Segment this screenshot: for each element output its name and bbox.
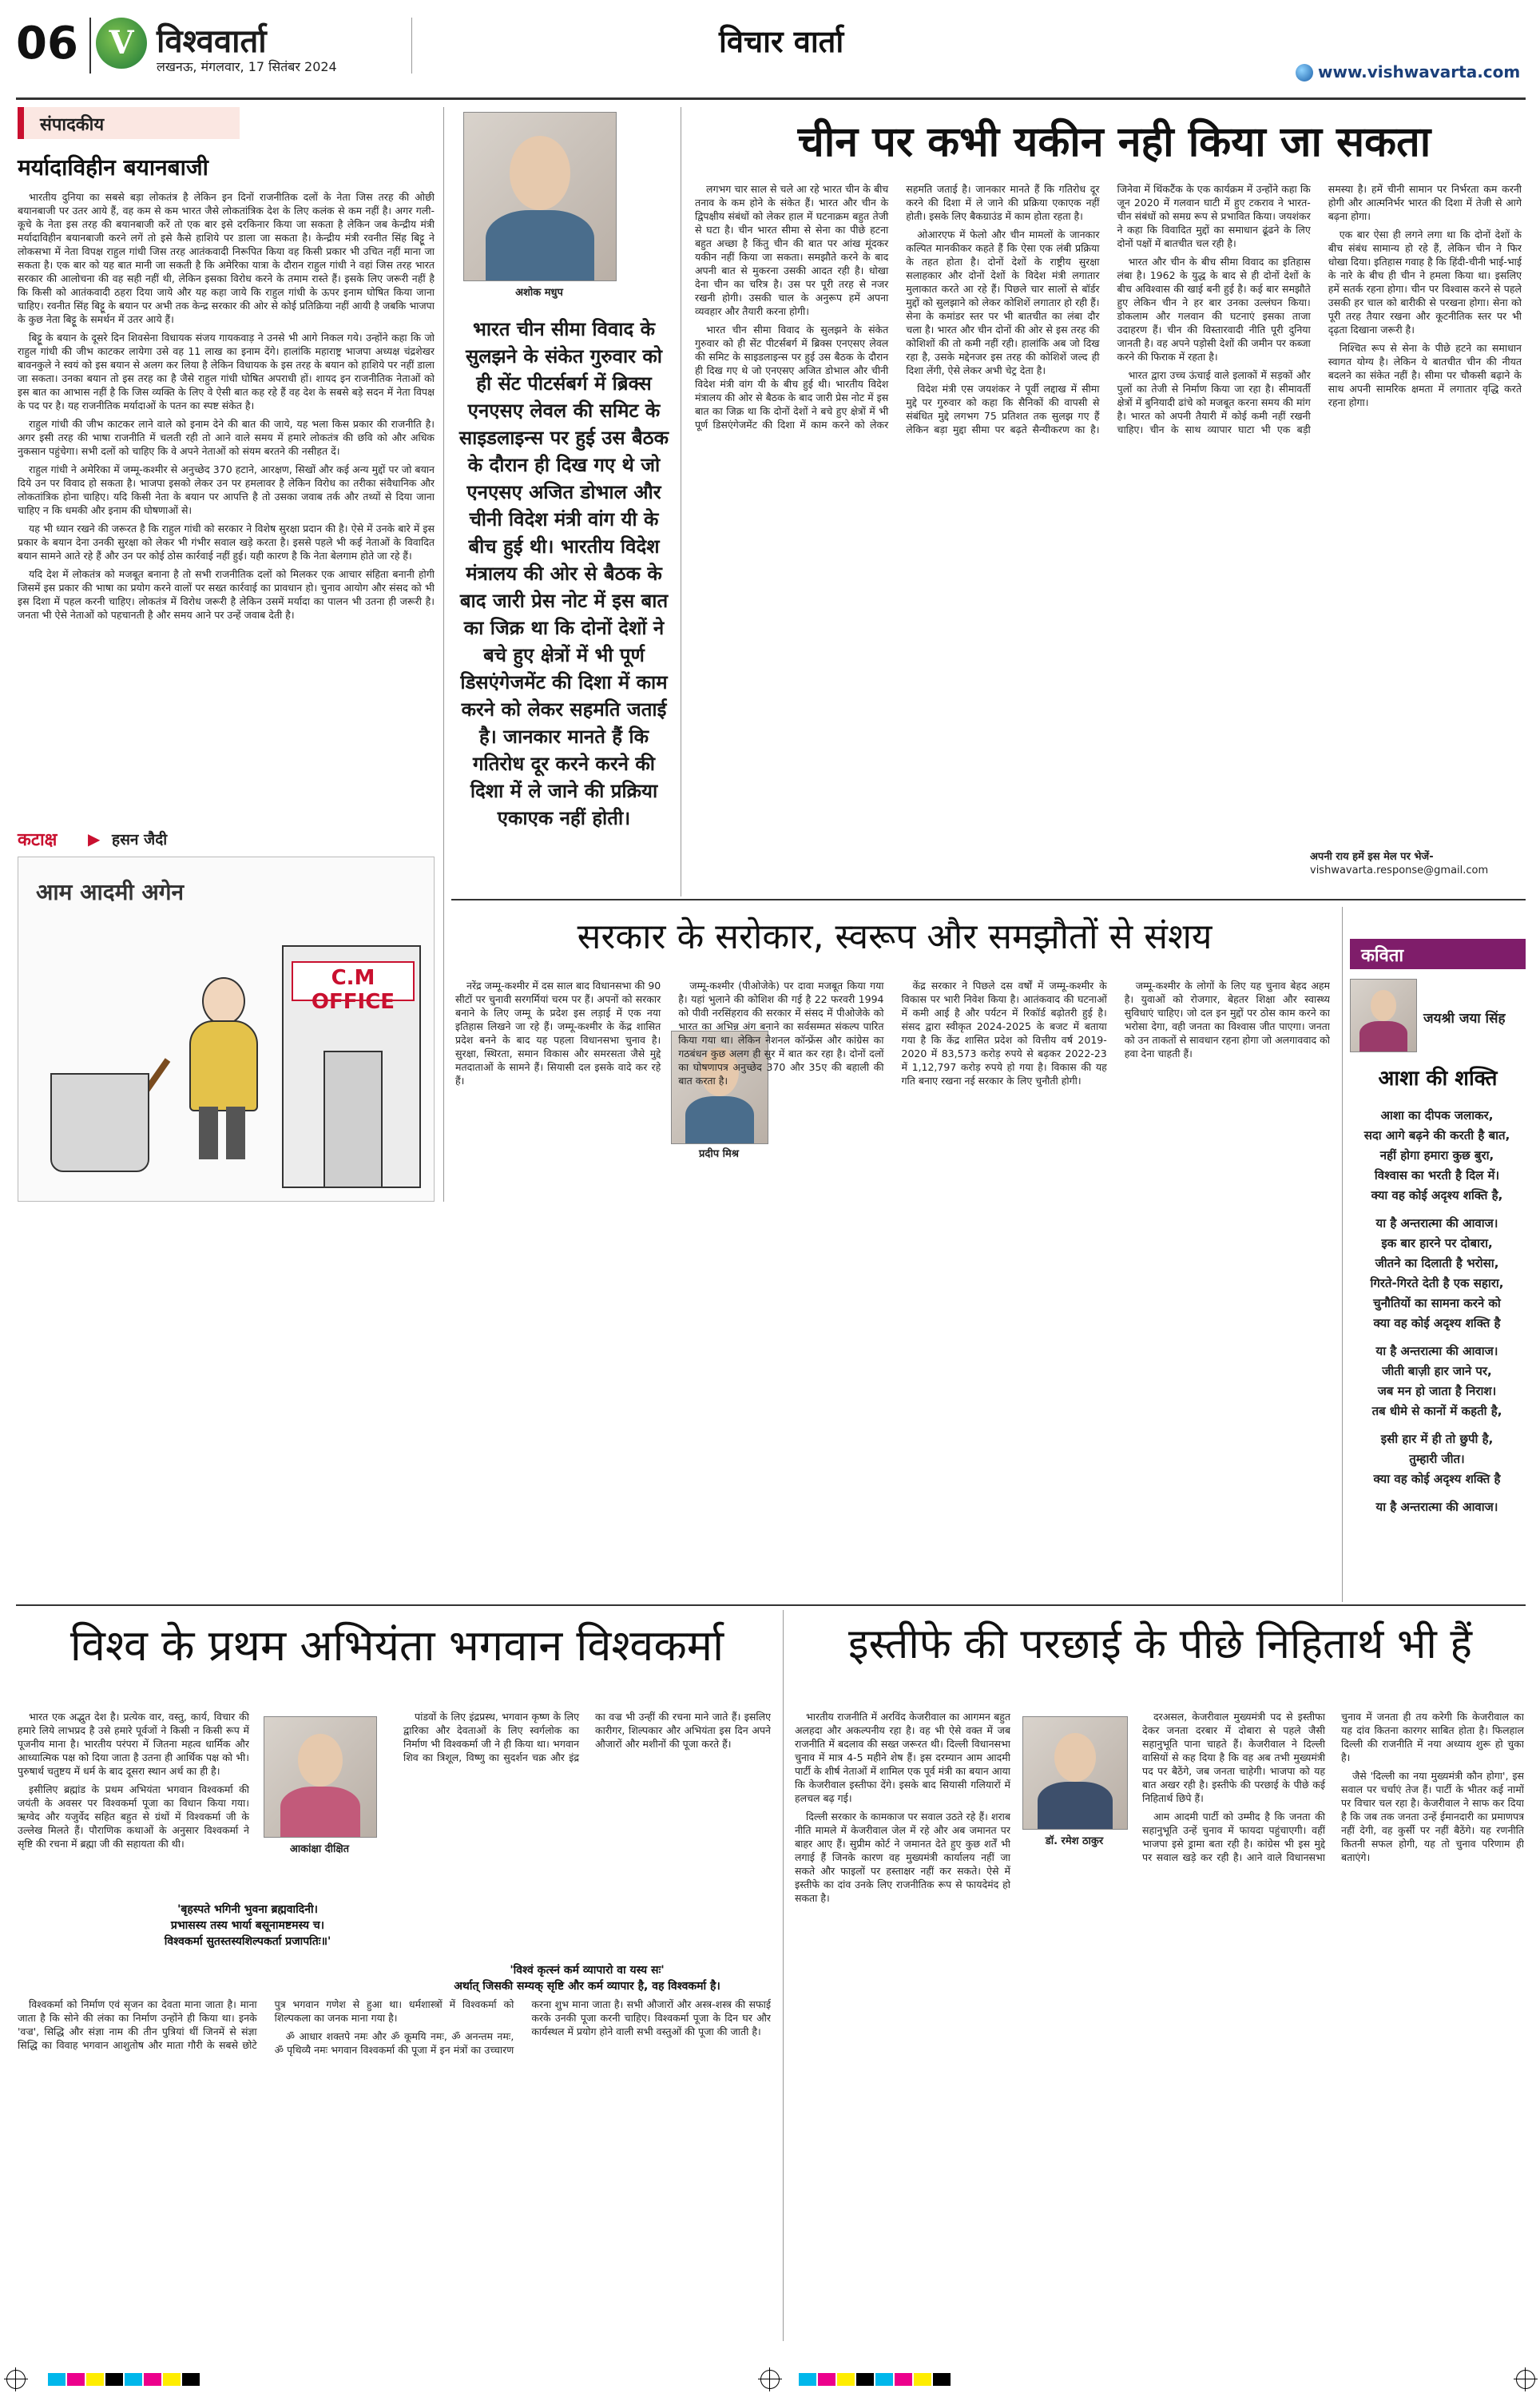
poem-line: या है अन्तरात्मा की आवाज। xyxy=(1375,1500,1498,1514)
editorial-title: मर्यादाविहीन बयानबाजी xyxy=(18,154,208,181)
cartoon-panel xyxy=(18,857,435,1202)
author-photo xyxy=(463,112,617,281)
sarokar-headline: सरकार के सरोकार, स्वरूप और समझौतों से संशय xyxy=(577,916,1213,957)
poem-line: सदा आगे बढ़ने की करती है बात, xyxy=(1363,1128,1510,1143)
cartoon-figure xyxy=(178,977,266,1161)
poet-name: जयश्री जया सिंह xyxy=(1423,1011,1506,1027)
poem-line xyxy=(1348,1489,1526,1497)
poem-line: चुनौतियों का सामना करने को xyxy=(1373,1296,1501,1310)
resignation-body-right: दरअसल, केजरीवाल मुख्यमंत्री पद से इस्तीफा देकर जनता दरबार में दोबारा से पहले जैसी सहानुभूति पाना चाहते हैं। केजरीवाल ने दिल्ली वासियों से कह दिया है कि वह अब तभी मुख्यमंत्री पद पर बैठेंगे, जब जनता चाहेगी। भाजपा को यह बात अखर रही है। इस्तीफे की परछाई के पीछे कई निहितार्थ छिपे हैं। आम आदमी पार्टी को उम्मीद है कि जनता की सहानुभूति उन्हें चुनाव में फायदा पहुंचाएगी। वहीं भाजपा इसे ड्रामा बता रही है। कांग्रेस भी इस मुद्दे पर सवाल खड़े कर रही है। आने वाले विधानसभा चुनाव में जनता ही तय करेगी कि केजरीवाल का यह दांव कितना कारगर साबित होता है। फिलहाल दिल्ली की राजनीति में नया अध्याय शुरू हो चुका है। जैसे 'दिल्ली का नया मुख्यमंत्री कौन होगा', इस सवाल पर चर्चाएं तेज हैं। पार्टी के भीतर कई नामों पर विचार चल रहा है। केजरीवाल ने साफ कर दिया है कि जब तक जनता उन्हें ईमानदारी का प्रमाणपत्र नहीं देगी, वह कुर्सी पर नहीं बैठेंगे। यह रणनीति कितनी सफल होगी, यह तो चुनाव परिणाम ही बताएंगे। xyxy=(1142,1711,1524,1863)
column-divider xyxy=(443,107,444,1202)
contact-email[interactable]: vishwavarta.response@gmail.com xyxy=(1310,865,1489,877)
poem-label: कविता xyxy=(1350,939,1526,969)
arrow-icon: ▶ xyxy=(88,829,101,849)
author-name: आकांक्षा दीक्षित xyxy=(289,1843,350,1855)
pull-quote: भारत चीन सीमा विवाद के सुलझने के संकेत गुरुवार को ही सेंट पीटर्सबर्ग में ब्रिक्स एनएसए लेवल की समिट के साइडलाइन्स पर हुई उस बैठक के दौरान ही दिख गए थे जो एनएसए अजित डोभाल और चीनी विदेश मंत्री वांग यी के बीच हुई थी। भारतीय विदेश मंत्रालय की ओर से बैठक के बाद जारी प्रेस नोट में इस बात का जिक्र था कि दोनों देशों ने बचे हुए क्षेत्रों में भी पूर्ण डिसएंगेजमेंट की दिशा में काम करने को लेकर सहमति जताई है। जानकार मानते हैं कि गतिरोध दूर करने करने की दिशा में ले जाने की प्रक्रिया एकाएक नहीं होती। xyxy=(458,318,669,829)
cartoon-caption: आम आदमी अगेन xyxy=(36,879,185,905)
page-number: 06 xyxy=(16,18,78,70)
website-url[interactable]: www.vishwavarta.com xyxy=(1318,62,1521,81)
resignation-body-left: भारतीय राजनीति में अरविंद केजरीवाल का आगमन बहुत अलहदा और अकल्पनीय रहा है। वह भी ऐसे वक्त में जब राजनीति में बदलाव की सख्त जरूरत थी। दिल्ली विधानसभा चुनाव में मात्र 4-5 महीने शेष हैं। इस दरम्यान आम आदमी पार्टी के शीर्ष नेताओं में शामिल एक पूर्व मंत्री का बयान आया कि केजरीवाल इस्तीफा देंगे। इसके बाद सियासी गलियारों में हलचल बढ़ गई। दिल्ली सरकार के कामकाज पर सवाल उठते रहे हैं। शराब नीति मामले में केजरीवाल जेल में रहे और अब जमानत पर बाहर आए हैं। सुप्रीम कोर्ट ने जमानत देते हुए कुछ शर्तें भी लगाई हैं जिनके कारण वह मुख्यमंत्री कार्यालय नहीं जा सकते और फाइलों पर हस्ताक्षर नहीं कर सकते। ऐसे में इस्तीफे का दांव उनके लिए राजनीतिक रूप से फायदेमंद हो सकता है। xyxy=(795,1711,1010,1904)
section-title: विचार वार्ता xyxy=(719,24,844,59)
china-body: लगभग चार साल से चले आ रहे भारत चीन के बीच तनाव के कम होने के संकेत हैं। भारत और चीन के द्विपक्षीय संबंधों को लेकर हाल में घटनाक्रम बहुत तेजी से घटा है। चीन भारत सीमा से सेना का पीछे हटना बहुत अच्छा है किंतु चीन की बात पर आंख मूंदकर यकीन नहीं किया जा सकता। समझौते करने के बाद अपनी बात से मुकरना उसकी आदत रही है। धोखा देना चीन का चरित्र है। उस पर पूरी तरह से नजर रखनी होगी। उसकी चाल के अनुरूप हमें अपना व्यवहार और तैयारी करना होगी। भारत चीन सीमा विवाद के सुलझने के संकेत गुरुवार को ही सेंट पीटर्सबर्ग में ब्रिक्स एनएसए लेवल की समिट के साइडलाइन्स पर हुई उस बैठक के दौरान ही दिख गए थे जो एनएसए अजित डोभाल और चीनी विदेश मंत्री वांग यी के बीच हुई थी। भारतीय विदेश मंत्रालय की ओर से बैठक के बाद जारी प्रेस नोट में इस बात का जिक्र था कि दोनों देशों ने बचे हुए क्षेत्रों में भी पूर्ण डिसएंगेजमेंट की दिशा में काम करने को लेकर सहमति जताई है। जानकार मानते हैं कि गतिरोध दूर करने की दिशा में ले जाने की प्रक्रिया एकाएक नहीं होती। इसके लिए बैकग्राउंड में काम होता रहता है। ओआरएफ में फेलो और चीन मामलों के जानकार कल्पित मानकीकर कहते हैं कि ऐसा एक लंबी प्रक्रिया के तहत होता है। दोनों देशों के राष्ट्रीय सुरक्षा सलाहकार और दोनों देशों के विदेश मंत्री लगातार मुलाकात करते आ रहे हैं। पिछले चार सालों से बॉर्डर मुद्दों को सुलझाने को लेकर कोशिशें लगातार हो रही हैं। सेना के कमांडर स्तर पर भी बातचीत का लंबा दौर चला है। भारत और चीन दोनों की ओर से इस तरह की कोशिशों की तो कमी नहीं रही। हालांकि अब जो दिख रहा है, उसके मद्देनजर इस तरह की कोशिशें जल्द ही दिशा लेंगी, ऐसे लेकर अभी चेट्र देता है। विदेश मंत्री एस जयशंकर ने पूर्वी लद्दाख में सीमा मुद्दे पर गुरुवार को कहा कि सैनिकों की वापसी से संबंधित मुद्दे लगभग 75 प्रतिशत तक सुलझ गए हैं लेकिन बड़ा मुद्दा सीमा पर बढ़ते सैन्यीकरण का है। जिनेवा में थिंकटैंक के एक कार्यक्रम में उन्होंने कहा कि जून 2020 में गलवान घाटी में हुए टकराव ने भारत-चीन संबंधों को समग्र रूप से प्रभावित किया। जयशंकर ने कहा कि विवादित मुद्दों का समाधान ढूंढने के लिए दोनों पक्षों में बातचीत चल रही है। भारत और चीन के बीच सीमा विवाद का इतिहास लंबा है। 1962 के युद्ध के बाद से ही दोनों देशों के बीच अविश्वास की खाई बनी हुई है। कई बार समझौते हुए लेकिन चीन ने हर बार उनका उल्लंघन किया। डोकलाम और गलवान की घटनाएं इसका ताजा उदाहरण हैं। चीन की विस्तारवादी नीति पूरी दुनिया जानती है। वह अपने पड़ोसी देशों की जमीन पर कब्जा करने की फिराक में रहता है। भारत द्वारा उच्च ऊंचाई वाले इलाकों में सड़कों और पुलों का तेजी से निर्माण किया जा रहा है। सीमावर्ती क्षेत्रों में बुनियादी ढांचे को मजबूत करना समय की मांग है। भारत को अपनी तैयारी में कोई कमी नहीं रखनी चाहिए। चीन के साथ व्यापार घाटा भी एक बड़ी समस्या है। हमें चीनी सामान पर निर्भरता कम करनी होगी और आत्मनिर्भर भारत की दिशा में तेजी से आगे बढ़ना होगा। एक बार ऐसा ही लगने लगा था कि दोनों देशों के बीच संबंध सामान्य हो रहे हैं, लेकिन चीन ने फिर धोखा दिया। इतिहास गवाह है कि हिंदी-चीनी भाई-भाई के नारे के बीच ही चीन ने हमला किया था। इसलिए हमें सतर्क रहना होगा। चीन पर विश्वास करने से पहले उसकी हर चाल को बारीकी से परखना होगा। सेना को पूरी तरह तैयार रखना और कूटनीतिक स्तर पर भी दृढ़ता दिखाना जरूरी है। निश्चित रूप से सेना के पीछे हटने का समाधान स्वागत योग्य है। लेकिन ये बातचीत चीन की नीयत बदलने का संकेत नहीं है। सीमा पर चौकसी बढ़ाने के साथ अपनी सामरिक क्षमता में लगातार वृद्धि करते रहना होगा। xyxy=(695,183,1522,435)
poem-line xyxy=(1348,1206,1526,1214)
divider-line xyxy=(89,18,91,74)
poet-photo xyxy=(1350,979,1417,1052)
author-name: अशोक मधुप xyxy=(515,287,563,299)
poem-line: इसी हार में ही तो छुपी है, xyxy=(1380,1432,1494,1446)
poem-line: क्या वह कोई अदृश्य शक्ति है xyxy=(1373,1472,1501,1486)
office-building xyxy=(282,945,421,1188)
poem-title: आशा की शक्ति xyxy=(1378,1067,1498,1091)
poem-line xyxy=(1348,1334,1526,1342)
poem-line: विश्वास का भरती है दिल में। xyxy=(1374,1168,1500,1183)
section-rule xyxy=(16,1604,1526,1606)
poem-line: आशा का दीपक जलाकर, xyxy=(1380,1108,1494,1123)
poem-line: या है अन्तरात्मा की आवाज। xyxy=(1375,1344,1498,1358)
poem-line: गिरते-गिरते देती है एक सहारा, xyxy=(1370,1276,1504,1290)
poem-line: इक बार हारने पर दोबारा, xyxy=(1381,1236,1493,1250)
shloka: 'बृहस्पते भगिनी भुवना ब्रह्मवादिनी। प्रभासस्य तस्य भार्या बसूनामष्टमस्य च। विश्वकर्मा सुतस्तस्यशिल्पकर्ता प्रजापतिः॥' xyxy=(164,1903,331,1948)
brand-name: विश्ववार्ता xyxy=(157,23,267,60)
contact-note: अपनी राय हमें इस मेल पर भेजें- xyxy=(1310,851,1434,863)
poem-line: जीती बाज़ी हार जाने पर, xyxy=(1382,1364,1492,1378)
dustbin xyxy=(50,1073,149,1172)
column-divider xyxy=(1342,907,1343,1602)
cartoon-label: कटाक्ष ▶ हसन जैदी xyxy=(18,829,168,850)
china-headline: चीन पर कभी यकीन नही किया जा सकता xyxy=(797,118,1431,166)
vishwakarma-headline: विश्व के प्रथम अभियंता भगवान विश्वकर्मा xyxy=(69,1620,724,1671)
divider-line xyxy=(411,18,412,74)
section-rule xyxy=(451,899,1526,900)
editorial-label: संपादकीय xyxy=(18,107,240,139)
color-bar xyxy=(48,2373,201,2389)
brand-logo-icon: V xyxy=(96,18,147,69)
header-rule xyxy=(16,97,1526,100)
resignation-body-mid xyxy=(1021,1862,1133,2341)
vishwakarma-body-left: भारत एक अद्भुत देश है। प्रत्येक वार, वस्तु, कार्य, विचार की हमारे लिये लाभप्रद है उसे हमारे पूर्वजों ने किसी न किसी रूप में पूजनीय माना है। भारतीय परंपरा में जितना महत्व धार्मिक और आध्यात्मिक पक्ष को दिया जाता है उतना ही आर्थिक पक्ष को भी। पुरुषार्थ चतुष्टय में धर्म के बाद दूसरा स्थान अर्थ का ही है। इसीलिए ब्रह्मांड के प्रथम अभियंता भगवान विश्वकर्मा की जयंती के अवसर पर विश्वकर्मा पूजा का विधान किया गया। ऋग्वेद और यजुर्वेद सहित बहुत से ग्रंथों में विश्वकर्मा जी के उल्लेख मिलते हैं। पौराणिक कथाओं के अनुसार विश्वकर्मा ने सृष्टि की रचना में ब्रह्मा जी की सहायता की थी। xyxy=(18,1711,249,1850)
poem-line: क्या वह कोई अदृश्य शक्ति है xyxy=(1373,1316,1501,1330)
poem-line: तब धीमे से कानों में कहती है, xyxy=(1371,1404,1502,1418)
poem-line: क्या वह कोई अदृश्य शक्ति है, xyxy=(1371,1188,1503,1202)
editorial-body: भारतीय दुनिया का सबसे बड़ा लोकतंत्र है लेकिन इन दिनों राजनीतिक दलों के नेता जिस तरह की ओछी बयानबाजी पर उतर आये हैं, वह कम से कम भारत जैसे लोकतांत्रिक देश के लिए कलंक से कम नहीं है। अगर गली-कूचे के नेता इस तरह की बयानबाजी करें तो एक बार इसे दरकिनार किया जा सकता है लेकिन जब केन्द्रीय मंत्री मर्यादाविहीन बयानबाजी करने लगें तो इसे कैसे हाशिये पर डाला जा सकता है। केन्द्रीय मंत्री रवनीत सिंह बिट्टू ने लोकसभा में नेता विपक्ष राहुल गांधी जिस तरह आतंकवादी निरूपित किया वह किसी प्रकार भी उचित नहीं माना जा सकता है। एक बार को यह बात मानी जा सकती है कि अमेरिका यात्रा के दौरान राहुल गांधी ने वहां जिस तरह भारत सरकार की आलोचना की वह सही नहीं थी, लेकिन इसका विरोध करने के तमाम रास्ते हैं। इसके लिए जरूरी नहीं है कि किसी को आतंकवादी ठहरा दिया जाये और यह कहा जाये कि राहुल गांधी के ऊपर इनाम घोषित किया जाना चाहिए। रवनीत सिंह बिट्टू के बयान पर अभी तक केन्द्र सरकार की ओर से कोई प्रतिक्रिया नहीं आयी है जबकि भाजपा के कुछ नेता बिट्टू के समर्थन में उतर आये हैं। बिट्टू के बयान के दूसरे दिन शिवसेना विधायक संजय गायकवाड़ ने उनसे भी आगे निकल गये। उन्होंने कहा कि जो राहुल गांधी की जीभ काटकर लायेगा उसे वह 11 लाख का इनाम देंगे। हालांकि महाराष्ट्र भाजपा अध्यक्ष चंद्रशेखर बावनकुले ने स्वयं को इस बयान से अलग कर लिया है लेकिन विधायक के इस तरह के बयान को हाशिये पर नहीं डाला जा सकता। उनका बयान तो इस तरह का है जैसे राहुल गांधी घोषित अपराधी हों। शायद इन राजनीतिक नेताओं को इस बात का आभास नहीं है कि जिस व्यक्ति के लिए वे ऐसी बात कह रहे हैं वह देश के सबसे बड़े सदन में नेता विपक्ष के पद पर है। यह राजनीतिक मर्यादाओं के पतन का स्पष्ट संकेत है। राहुल गांधी की जीभ काटकर लाने वाले को इनाम देने की बात की जाये, यह भला किस प्रकार की राजनीति है। अगर इसी तरह की भाषा राजनीति में चलती रही तो आने वाले समय में हमारे लोकतंत्र की छवि को और अधिक नुकसान पहुंचेगा। सभी दलों को चाहिए कि वे अपने नेताओं को संयम बरतने की नसीहत दें। राहुल गांधी ने अमेरिका में जम्मू-कश्मीर से अनुच्छेद 370 हटाने, आरक्षण, सिखों और कई अन्य मुद्दों पर जो बयान दिये उन पर विवाद हो सकता है। भाजपा इसको लेकर उन पर हमलावर है लेकिन विरोध का तरीका संवैधानिक और लोकतांत्रिक होना चाहिए। यदि किसी नेता के बयान पर आपत्ति है तो उसका जवाब तर्क और तथ्यों से दिया जाना चाहिए न कि धमकी और इनाम की घोषणाओं से। यह भी ध्यान रखने की जरूरत है कि राहुल गांधी को सरकार ने विशेष सुरक्षा प्रदान की है। ऐसे में उनके बारे में इस प्रकार के बयान देना उनकी सुरक्षा को लेकर भी गंभीर सवाल खड़े करता है। इससे पहले भी कई नेताओं के विवादित बयान सामने आते रहे हैं और उन पर कोई ठोस कार्रवाई नहीं हुई। यही कारण है कि नेता बेलगाम होते जा रहे हैं। यदि देश में लोकतंत्र को मजबूत बनाना है तो सभी राजनीतिक दलों को मिलकर एक आचार संहिता बनानी होगी जिसमें इस प्रकार की भाषा का प्रयोग करने वालों पर सख्त कार्रवाई का प्रावधान हो। चुनाव आयोग और संसद को भी इस दिशा में पहल करनी चाहिए। लोकतंत्र में विरोध जरूरी है लेकिन उसमें मर्यादा का पालन भी उतना ही जरूरी है। जनता भी ऐसे नेताओं को पहचानती है और समय आने पर उन्हें जवाब देती है। xyxy=(18,191,435,621)
vishwakarma-body-bottom: विश्वकर्मा को निर्माण एवं सृजन का देवता माना जाता है। माना जाता है कि सोने की लंका का निर्माण उन्होंने ही किया था। इनके 'वज्र', सिद्धि और संज्ञा नाम की तीन पुत्रियां थीं जिनमें से संज्ञा सिद्धि का विवाह भगवान आशुतोष और माता गौरी के सबसे छोटे पुत्र भगवान गणेश से हुआ था। धर्मशास्त्रों में विश्वकर्मा को शिल्पकला का जनक माना गया है। ॐ आधार शक्तपे नमः और ॐ कूमयि नमः, ॐ अनन्तम नमः, ॐ पृथिव्यै नमः भगवान विश्वकर्मा की पूजा में इन मंत्रों का उच्चारण करना शुभ माना जाता है। सभी औजारों और अस्त्र-शस्त्र की सफाई करके उनकी पूजा करनी चाहिए। विश्वकर्मा पूजा के दिन घर और कार्यस्थल में प्रयोग होने वाली सभी वस्तुओं की पूजा की जाती है। xyxy=(18,1998,771,2056)
poem-line xyxy=(1348,1421,1526,1429)
color-bar xyxy=(799,2373,952,2389)
poem-body xyxy=(1348,1106,1526,1517)
poem-line: या है अन्तरात्मा की आवाज। xyxy=(1375,1216,1498,1230)
sarokar-body: नरेंद्र जम्मू-कश्मीर में दस साल बाद विधानसभा की 90 सीटों पर चुनावी सरगर्मियां चरम पर हैं। अपनों को सरकार बनाने के लिए जम्मू के प्रदेश इस लड़ाई में एक नया इतिहास लिखने जा रहे हैं। जम्मू-कश्मीर के केंद्र शासित प्रदेश बनने के बाद यह पहला विधानसभा चुनाव है। सुरक्षा, स्थिरता, समान विकास और समरसता जैसे मुद्दे मतदाताओं के सामने हैं। सियासी दल इसके वादे कर रहे हैं। जम्मू-कश्मीर (पीओजेके) पर दावा मजबूत किया गया है। यहां भुलाने की कोशिश की गई है 22 फरवरी 1994 को पीवी नरसिंहराव की सरकार में संसद में पीओजेके को भारत का अभिन्न अंग बनाने का सर्वसम्मत संकल्प पारित किया गया था। लेकिन नेशनल कॉन्फ्रेंस और कांग्रेस का गठबंधन कुछ अलग ही सुर में बात कर रहा है। दोनों दलों का घोषणापत्र अनुच्छेद 370 और 35ए की बहाली की बात करता है। केंद्र सरकार ने पिछले दस वर्षों में जम्मू-कश्मीर के विकास पर भारी निवेश किया है। आतंकवाद की घटनाओं में कमी आई है और पर्यटन में रिकॉर्ड बढ़ोतरी हुई है। संसद द्वारा स्वीकृत 2024-2025 के बजट में बताया गया है कि केंद्र शासित प्रदेश को वित्तीय वर्ष 2019-2020 में 83,573 करोड़ रुपये से बढ़कर 2022-23 में 1,12,797 करोड़ रुपये हो गया है। विकास की यह गति बनाए रखना नई सरकार के लिए चुनौती होगी। जम्मू-कश्मीर के लोगों के लिए यह चुनाव बेहद अहम है। युवाओं को रोजगार, बेहतर शिक्षा और स्वास्थ्य सुविधाएं चाहिए। जो दल इन मुद्दों पर ठोस काम करने का भरोसा देगा, वही जनता का विश्वास जीत पाएगा। जनता को उन ताकतों से सावधान रहना होगा जो अलगाववाद को हवा देना चाहती हैं। xyxy=(455,980,1330,1087)
poem-line: जीतने का दिलाती है भरोसा, xyxy=(1375,1256,1499,1270)
author-name: प्रदीप मिश्र xyxy=(699,1148,739,1160)
author-photo xyxy=(264,1716,377,1838)
dateline: लखनऊ, मंगलवार, 17 सितंबर 2024 xyxy=(157,59,337,74)
subhead: 'विश्वं कृत्स्नं कर्म व्यापारो वा यस्य सः' अर्थात् जिसकी सम्यक् सृष्टि और कर्म व्यापार है, वह विश्वकर्मा है। xyxy=(454,1964,720,1993)
registration-mark-icon xyxy=(6,2370,26,2389)
office-sign: C.M OFFICE xyxy=(311,966,395,1014)
column-divider xyxy=(783,1610,784,2341)
registration-mark-icon xyxy=(1516,2370,1535,2389)
resignation-headline: इस्तीफे की परछाई के पीछे निहितार्थ भी हैं xyxy=(847,1620,1473,1668)
poem-line: नहीं होगा हमारा कुछ बुरा, xyxy=(1379,1148,1494,1163)
vishwakarma-body-main: पांडवों के लिए इंद्रप्रस्थ, भगवान कृष्ण के लिए द्वारिका और देवताओं के लिए स्वर्गलोक का निर्माण भी विश्वकर्मा जी ने ही किया था। भगवान शिव का त्रिशूल, विष्णु का सुदर्शन चक्र और इंद्र का वज्र भी उन्हीं की रचना माने जाते हैं। इसलिए कारीगर, शिल्पकार और अभियंता इस दिन अपने औजारों और मशीनों की पूजा करते हैं। xyxy=(403,1711,771,1763)
poem-line: जब मन हो जाता है निराश। xyxy=(1377,1384,1497,1398)
globe-icon xyxy=(1296,64,1313,81)
author-name: डॉ. रमेश ठाकुर xyxy=(1045,1835,1104,1847)
poem-line: तुम्हारी जीत। xyxy=(1409,1452,1465,1466)
author-photo xyxy=(1022,1716,1128,1830)
registration-mark-icon xyxy=(760,2370,780,2389)
